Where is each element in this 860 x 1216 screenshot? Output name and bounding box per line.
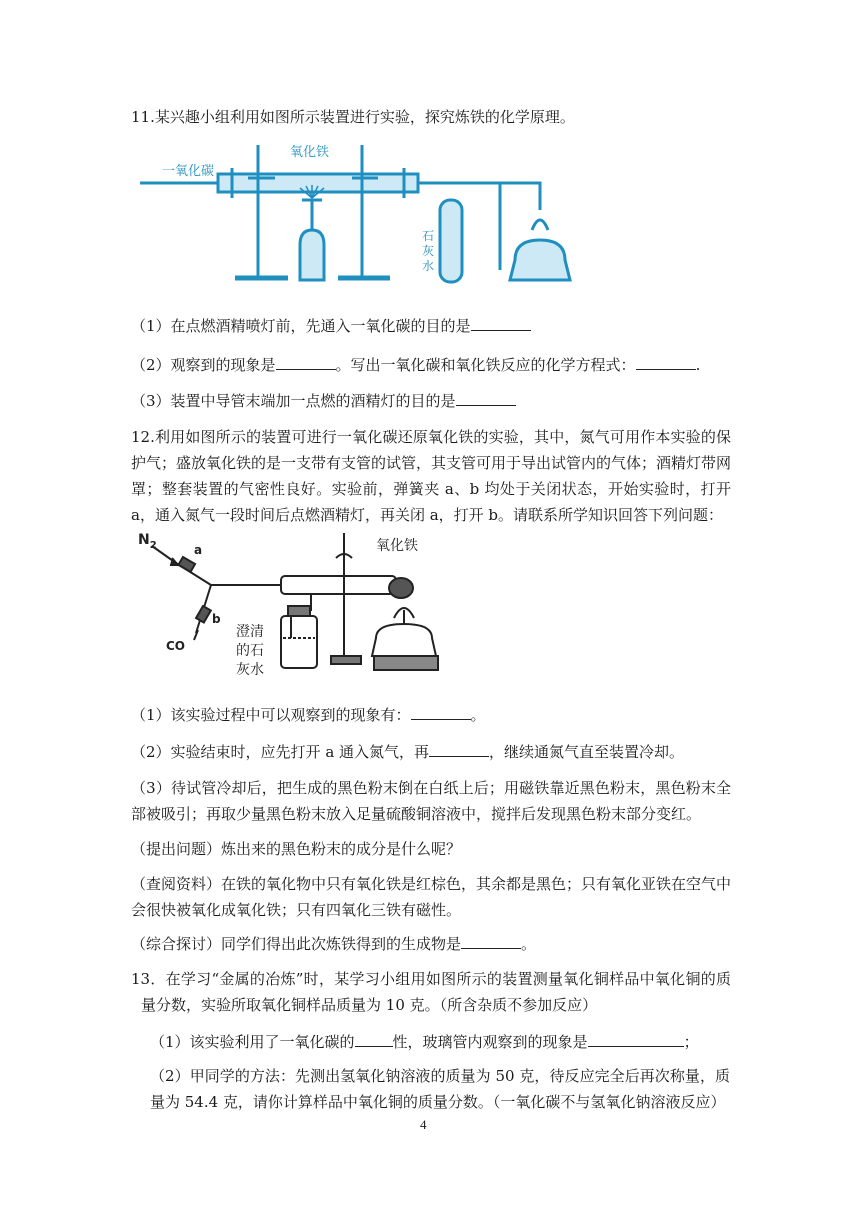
q11-sub2-text-a: （2）观察到的现象是 [131, 356, 276, 374]
q12-co-label: CO [166, 639, 186, 653]
q12-sub2-text-a: （2）实验结束时，应先打开 a 通入氮气，再 [131, 743, 430, 761]
q13-sub1 [150, 1032, 699, 1052]
q13-sub2: （2）甲同学的方法：先测出氢氧化钠溶液的质量为 50 克，待反应完全后再次称量，质量为 54.4 克，请你计算样品中氧化铜的质量分数。（一氧化碳不与氢氧化钠溶液反应） [150, 1067, 730, 1111]
q12-limewater-label-1: 澄清 [236, 624, 264, 640]
q12-problem: （提出问题）炼出来的黑色粉末的成分是什么呢？ [131, 840, 462, 858]
q11-co-label: 一氧化碳 [162, 164, 215, 179]
q11-stem: 11.某兴趣小组利用如图所示装置进行实验，探究炼铁的化学原理。 [131, 108, 575, 126]
q11-sub2-blank-1[interactable] [276, 355, 336, 370]
q12-sub2 [131, 742, 684, 762]
q11-sub2-text-b: 。写出一氧化碳和氧化铁反应的化学方程式： [335, 356, 636, 374]
q11-sub3 [131, 391, 516, 411]
q12-sub1 [131, 705, 486, 725]
q11-limewater-label-1: 石 [422, 229, 435, 243]
q12-limewater-label-2: 的石 [236, 643, 264, 659]
q12-explore [131, 934, 536, 954]
q12-sub1-text-a: （1）该实验过程中可以观察到的现象有： [131, 706, 411, 724]
q12-explore-text-b: 。 [521, 935, 537, 953]
q11-sub3-blank[interactable] [456, 391, 516, 406]
q11-sub2-blank-2[interactable] [636, 355, 696, 370]
q11-sub1-blank[interactable] [471, 316, 531, 331]
q11-apparatus-figure [140, 140, 580, 300]
page-number: 4 [420, 1117, 427, 1132]
q11-sub3-text: （3）装置中导管末端加一点燃的酒精灯的目的是 [131, 392, 456, 410]
q11-sub1-text: （1）在点燃酒精喷灯前，先通入一氧化碳的目的是 [131, 317, 471, 335]
q12-clip-b-label: b [212, 612, 221, 626]
q12-sub2-blank[interactable] [429, 742, 489, 757]
q11-fe2o3-label: 氧化铁 [290, 145, 330, 160]
q11-limewater-label-2: 灰 [422, 244, 435, 258]
q12-apparatus-figure [136, 528, 446, 688]
q12-sub1-text-b: 。 [470, 706, 486, 724]
q11-limewater-label-3: 水 [422, 259, 435, 273]
q12-limewater-label-3: 灰水 [236, 662, 264, 678]
q13-sub1-text-c: ； [683, 1033, 699, 1051]
q12-explore-text-a: （综合探讨）同学们得出此次炼铁得到的生成物是 [131, 935, 462, 953]
q12-explore-blank[interactable] [461, 934, 521, 949]
q12-fe2o3-label: 氧化铁 [376, 538, 418, 554]
q12-sub3: （3）待试管冷却后，把生成的黑色粉末倒在白纸上后；用磁铁靠近黑色粉末，黑色粉末全部被吸引；再取少量黑色粉末放入足量硫酸铜溶液中，搅拌后发现黑色粉末部分变红。 [131, 779, 731, 823]
q12-n2-label: $N_2$ [138, 532, 157, 551]
q12-sub1-blank[interactable] [411, 705, 471, 720]
q12-clip-a-label: a [194, 543, 203, 557]
q11-sub2 [131, 355, 700, 375]
q12-stem: 12.利用如图所示的装置可进行一氧化碳还原氧化铁的实验，其中，氮气可用作本实验的保护气；盛放氧化铁的是一支带有支管的试管，其支管可用于导出试管内的气体；酒精灯带网罩；整套装置的气密性良好。实验前，弹簧夹 a、b 均处于关闭状态，开始实验时，打开 a，通入氮气一段时间后点燃酒精灯，再关闭 a，打开 b。请联系所学知识回答下列问题： [131, 428, 732, 524]
q12-info: （查阅资料）在铁的氧化物中只有氧化铁是红棕色，其余都是黑色；只有氧化亚铁在空气中会很快被氧化成氧化铁；只有四氧化三铁有磁性。 [131, 875, 732, 919]
q13-sub1-text-a: （1）该实验利用了一氧化碳的 [150, 1033, 355, 1051]
q11-sub1 [131, 316, 531, 336]
q13-sub1-text-b: 性，玻璃管内观察到的现象是 [392, 1033, 588, 1051]
q12-sub2-text-b: ，继续通氮气直至装置冷却。 [489, 743, 685, 761]
q11-sub2-text-c: . [695, 356, 701, 374]
q13-sub1-blank-2[interactable] [588, 1032, 684, 1047]
q13-stem: 13．在学习“金属的冶炼”时，某学习小组用如图所示的装置测量氧化铜样品中氧化铜的质量分数，实验所取氧化铜样品质量为 10 克。（所含杂质不参加反应） [131, 970, 731, 1014]
q13-sub1-blank-1[interactable] [355, 1032, 393, 1047]
